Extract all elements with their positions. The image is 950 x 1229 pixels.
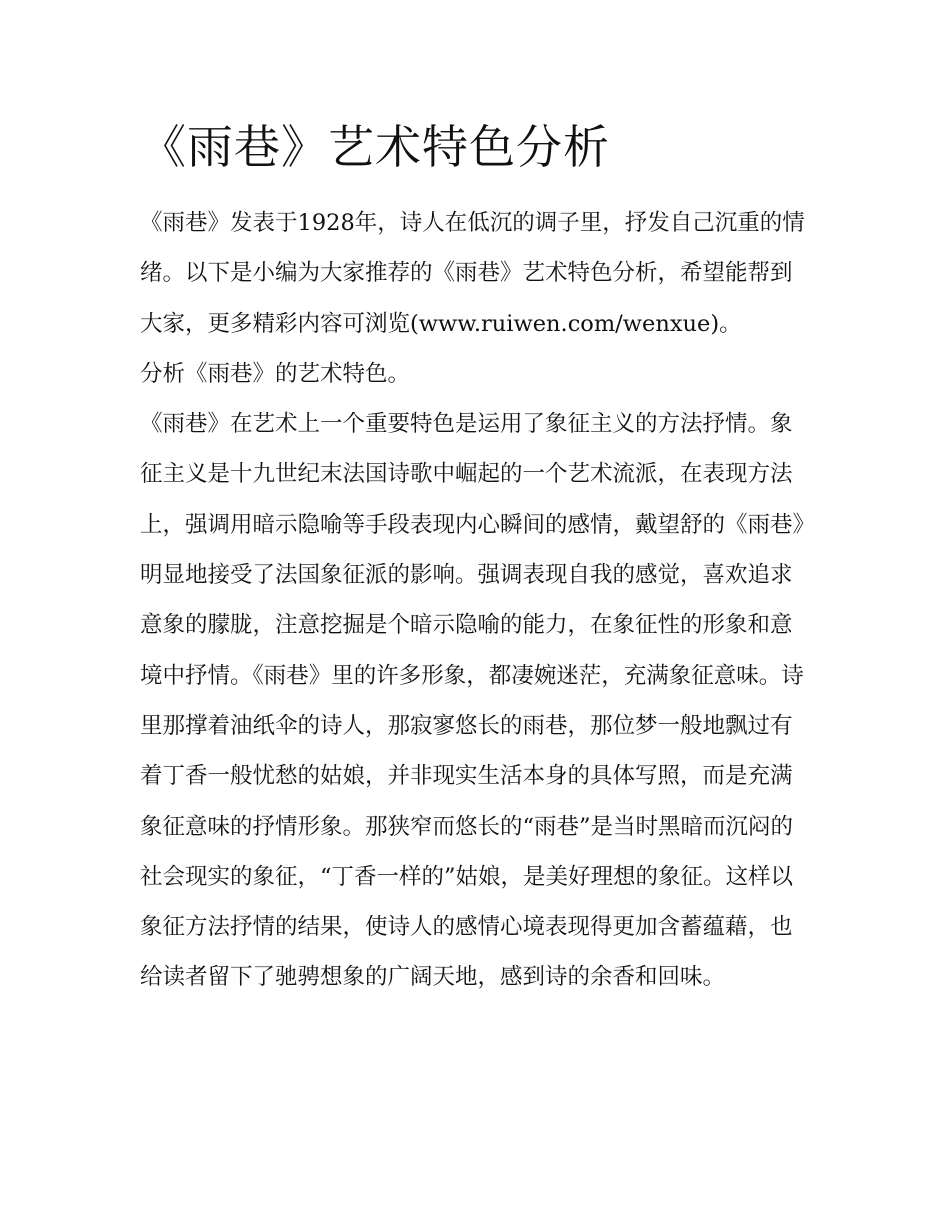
section-heading-paragraph: 分析《雨巷》的艺术特色。 xyxy=(140,360,411,387)
document-title: 《雨巷》艺术特色分析 xyxy=(140,120,610,174)
document-body xyxy=(140,198,812,1003)
intro-paragraph: 《雨巷》发表于1928年，诗人在低沉的调子里，抒发自己沉重的情绪。以下是小编为大家推荐的《雨巷》艺术特色分析，希望能帮到大家，更多精彩内容可浏览(www.ruiwen.com/wenxue)。 xyxy=(140,210,805,337)
analysis-paragraph: 《雨巷》在艺术上一个重要特色是运用了象征主义的方法抒情。象征主义是十九世纪末法国诗歌中崛起的一个艺术流派，在表现方法上，强调用暗示隐喻等手段表现内心瞬间的感情，戴望舒的《雨巷》明显地接受了法国象征派的影响。强调表现自我的感觉，喜欢追求意象的朦胧，注意挖掘是个暗示隐喻的能力，在象征性的形象和意境中抒情。《雨巷》里的许多形象，都凄婉迷茫，充满象征意味。诗里那撑着油纸伞的诗人，那寂寥悠长的雨巷，那位梦一般地飘过有着丁香一般忧愁的姑娘，并非现实生活本身的具体写照，而是充满象征意味的抒情形象。那狭窄而悠长的“雨巷”是当时黑暗而沉闷的社会现实的象征，“丁香一样的”姑娘，是美好理想的象征。这样以象征方法抒情的结果，使诗人的感情心境表现得更加含蓄蕴藉，也给读者留下了驰骋想象的广阔天地，感到诗的余香和回味。 xyxy=(140,411,804,991)
